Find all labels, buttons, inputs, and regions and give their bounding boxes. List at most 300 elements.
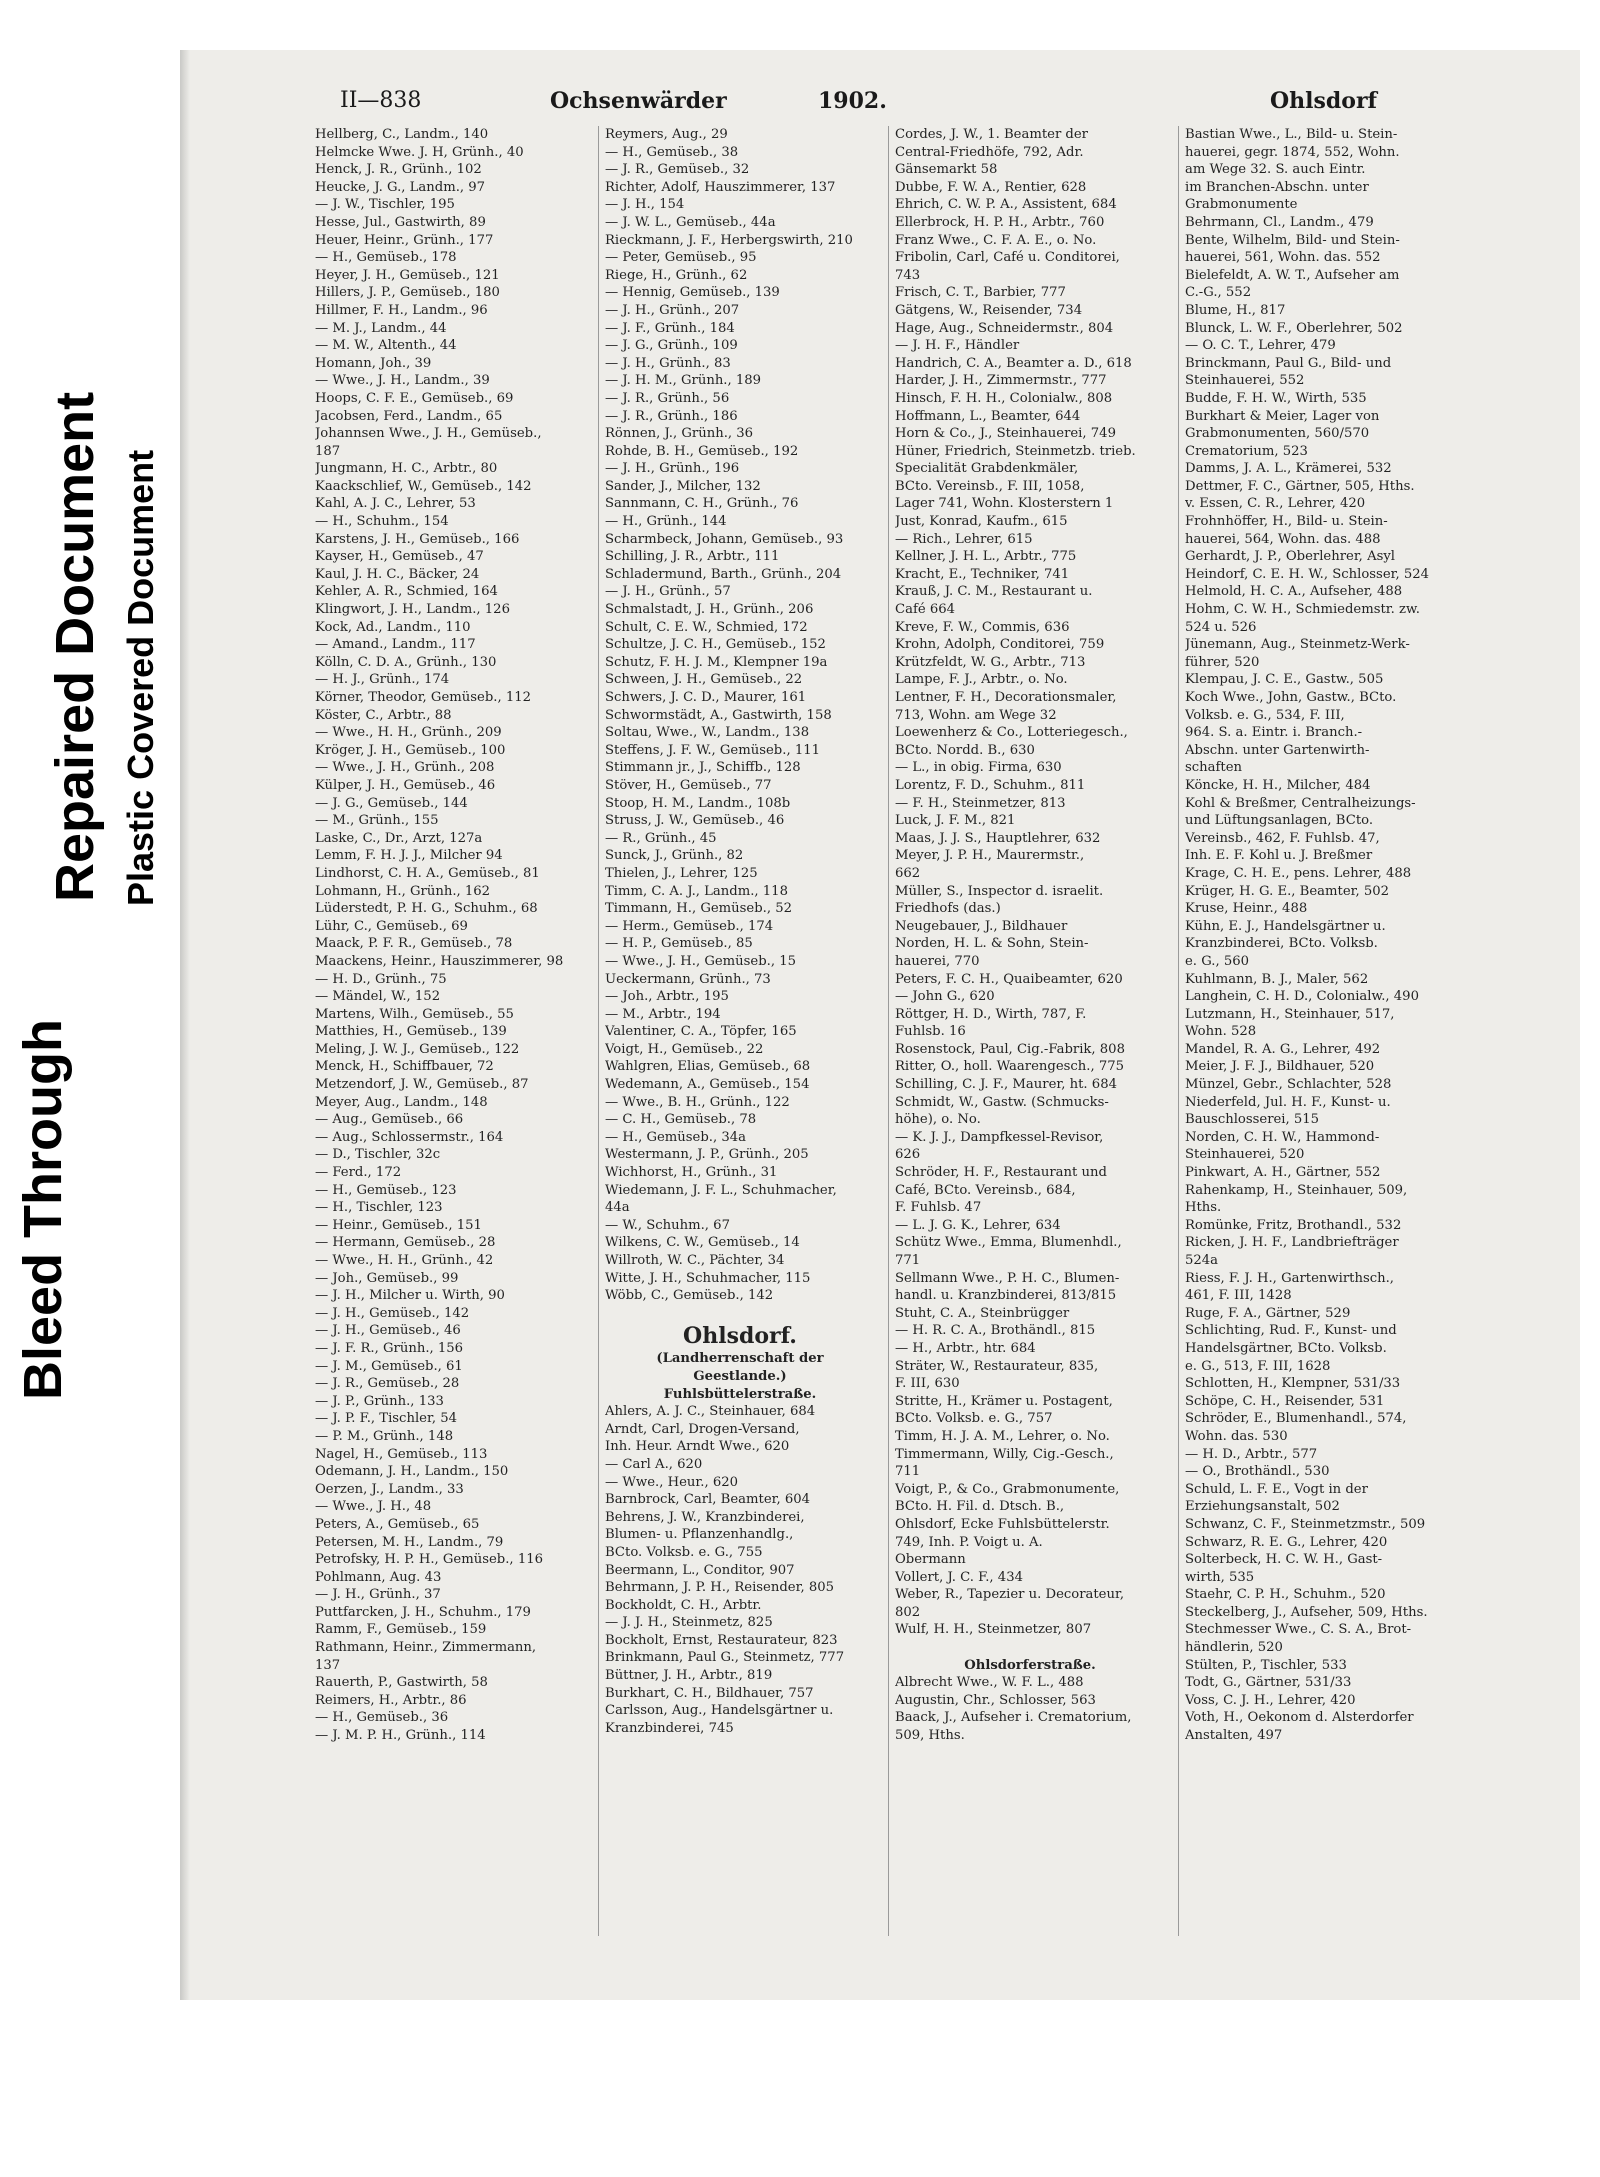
directory-entry: Wichhorst, H., Grünh., 31 — [605, 1165, 778, 1181]
directory-entry: Beermann, L., Conditor, 907 — [605, 1562, 795, 1578]
directory-entry: Oerzen, J., Landm., 33 — [315, 1481, 464, 1497]
directory-entry: Struss, J. W., Gemüseb., 46 — [605, 813, 785, 829]
directory-entry: — H., Gemüseb., 38 — [605, 144, 739, 160]
directory-entry: — J. H., Gemüseb., 142 — [315, 1305, 470, 1321]
directory-entry: Peters, F. C. H., Quaibeamter, 620 — [895, 971, 1123, 987]
directory-entry: 711 — [895, 1464, 921, 1480]
directory-entry: — J. W. L., Gemüseb., 44a — [605, 214, 776, 230]
directory-entry: Schwanz, C. F., Steinmetzmstr., 509 — [1185, 1516, 1426, 1532]
directory-entry: Burkhart & Meier, Lager von — [1185, 408, 1380, 424]
directory-entry: Helmold, H. C. A., Aufseher, 488 — [1185, 584, 1403, 600]
directory-entry: — Wwe., J. H., Grünh., 208 — [315, 760, 495, 776]
directory-entry: Ahlers, A. J. C., Steinhauer, 684 — [605, 1404, 816, 1420]
directory-entry: — H. R. C. A., Brothändl., 815 — [895, 1323, 1096, 1339]
directory-entry: Willroth, W. C., Pächter, 34 — [605, 1253, 785, 1268]
directory-entry: Voth, H., Oekonom d. Alsterdorfer — [1185, 1710, 1414, 1726]
directory-column-3 — [895, 126, 1165, 1946]
street-heading: Geestlande.) — [693, 1368, 787, 1384]
directory-entry: — J. H. M., Grünh., 189 — [605, 373, 762, 389]
directory-entry: Wohn. 528 — [1185, 1024, 1257, 1040]
directory-entry: Karstens, J. H., Gemüseb., 166 — [315, 531, 520, 547]
directory-entry: Schladermund, Barth., Grünh., 204 — [605, 566, 842, 582]
directory-entry: Ohlsdorf, Ecke Fuhlsbüttelerstr. — [895, 1516, 1110, 1532]
directory-entry: — John G., 620 — [895, 989, 995, 1005]
directory-entry: im Branchen-Abschn. unter — [1185, 179, 1369, 195]
directory-entry: Lager 741, Wohn. Klosterstern 1 — [895, 496, 1114, 512]
directory-entry: — Herm., Gemüseb., 174 — [605, 918, 774, 934]
directory-entry: Schween, J. H., Gemüseb., 22 — [605, 672, 803, 688]
directory-entry: F. Fuhlsb. 47 — [895, 1200, 982, 1216]
directory-entry: Pohlmann, Aug. 43 — [315, 1569, 442, 1585]
directory-entry: Rathmann, Heinr., Zimmermann, — [315, 1640, 537, 1656]
directory-entry: — J. G., Gemüseb., 144 — [315, 795, 468, 811]
directory-entry: Klingwort, J. H., Landm., 126 — [315, 602, 510, 618]
directory-entry: Jacobsen, Ferd., Landm., 65 — [315, 408, 503, 424]
directory-entry: Grabmonumente — [1185, 197, 1298, 213]
directory-entry: Weber, R., Tapezier u. Decorateur, — [895, 1587, 1125, 1603]
directory-entry: Romünke, Fritz, Brothandl., 532 — [1185, 1217, 1402, 1233]
directory-entry: Lindhorst, C. H. A., Gemüseb., 81 — [315, 865, 540, 881]
directory-entry: Stuht, C. A., Steinbrügger — [895, 1305, 1070, 1321]
directory-entry: Maas, J. J. S., Hauptlehrer, 632 — [895, 830, 1101, 846]
directory-entry: Wilkens, C. W., Gemüseb., 14 — [605, 1235, 800, 1251]
directory-entry: Vereinsb., 462, F. Fuhlsb. 47, — [1185, 830, 1380, 846]
directory-entry: — J. J. H., Steinmetz, 825 — [605, 1615, 773, 1631]
street-heading: Fuhlsbüttelerstraße. — [663, 1386, 817, 1402]
directory-entry: Külper, J. H., Gemüseb., 46 — [315, 777, 496, 793]
directory-entry: Bente, Wilhelm, Bild- und Stein- — [1185, 232, 1400, 248]
directory-entry: — M. W., Altenth., 44 — [315, 338, 457, 354]
directory-entry: — K. J. J., Dampfkessel-Revisor, — [895, 1129, 1104, 1145]
repaired-document-label: Repaired Document — [45, 391, 105, 902]
directory-entry: Metzendorf, J. W., Gemüseb., 87 — [315, 1077, 529, 1093]
directory-entry: Reimers, H., Arbtr., 86 — [315, 1692, 467, 1708]
directory-entry: Stoop, H. M., Landm., 108b — [605, 795, 791, 811]
directory-entry: Just, Konrad, Kaufm., 615 — [895, 514, 1068, 530]
directory-entry: F. III, 630 — [895, 1376, 960, 1392]
directory-entry: Jungmann, H. C., Arbtr., 80 — [315, 461, 498, 477]
directory-entry: Hoops, C. F. E., Gemüseb., 69 — [315, 390, 514, 406]
directory-column-4 — [1185, 126, 1455, 1946]
directory-entry: Petrofsky, H. P. H., Gemüseb., 116 — [315, 1552, 543, 1568]
directory-entry: Richter, Adolf, Hauszimmerer, 137 — [605, 179, 836, 195]
directory-entry: — Wwe., H. H., Grünh., 209 — [315, 725, 502, 741]
directory-entry: hauerei, 564, Wohn. das. 488 — [1185, 531, 1381, 547]
directory-entry: Bielefeldt, A. W. T., Aufseher am — [1185, 267, 1400, 283]
directory-entry: e. G., 560 — [1185, 953, 1249, 969]
directory-entry: 137 — [315, 1657, 341, 1673]
directory-entry: Hinsch, F. H. H., Colonialw., 808 — [895, 390, 1113, 406]
directory-entry: Hage, Aug., Schneidermstr., 804 — [895, 320, 1114, 336]
directory-entry: schaften — [1185, 760, 1242, 776]
directory-entry: handl. u. Kranzbinderei, 813/815 — [895, 1288, 1117, 1304]
directory-entry: — Carl A., 620 — [605, 1456, 703, 1472]
directory-entry: Schwormstädt, A., Gastwirth, 158 — [605, 707, 832, 723]
directory-entry: 44a — [605, 1200, 630, 1216]
directory-entry: Kühn, E. J., Handelsgärtner u. — [1185, 918, 1386, 934]
directory-entry: — J. H., Grünh., 196 — [605, 461, 740, 477]
directory-entry: Krützfeldt, W. G., Arbtr., 713 — [895, 654, 1086, 670]
directory-entry: Lentner, F. H., Decorationsmaler, — [895, 690, 1117, 705]
directory-entry: — R., Grünh., 45 — [605, 830, 717, 846]
directory-entry: Krage, C. H. E., pens. Lehrer, 488 — [1185, 865, 1412, 881]
directory-entry: Hesse, Jul., Gastwirth, 89 — [315, 214, 486, 230]
directory-entry: Frisch, C. T., Barbier, 777 — [895, 285, 1066, 301]
directory-entry: Klempau, J. C. E., Gastw., 505 — [1185, 672, 1384, 688]
directory-entry: Büttner, J. H., Arbtr., 819 — [605, 1668, 773, 1684]
directory-entry: Rahenkamp, H., Steinhauer, 509, — [1185, 1182, 1408, 1198]
directory-entry: Volksb. e. G., 534, F. III, — [1185, 707, 1345, 723]
directory-entry: Schmalstadt, J. H., Grünh., 206 — [605, 602, 814, 618]
directory-entry: — J. F. R., Grünh., 156 — [315, 1340, 464, 1356]
directory-entry: Obermann — [895, 1552, 966, 1568]
directory-entry: 187 — [315, 443, 341, 459]
directory-entry: Rohde, B. H., Gemüseb., 192 — [605, 443, 799, 459]
directory-entry: Schlichting, Rud. F., Kunst- und — [1185, 1323, 1397, 1339]
directory-entry: Behrmann, Cl., Landm., 479 — [1185, 214, 1374, 230]
directory-entry: Witte, J. H., Schuhmacher, 115 — [605, 1270, 811, 1286]
directory-entry: Blunck, L. W. F., Oberlehrer, 502 — [1185, 320, 1403, 336]
directory-entry: — Ferd., 172 — [315, 1165, 402, 1181]
directory-entry: Timmermann, Willy, Cig.-Gesch., — [895, 1446, 1114, 1462]
directory-entry: Steckelberg, J., Aufseher, 509, Hths. — [1185, 1604, 1428, 1620]
directory-entry: Lemm, F. H. J. J., Milcher 94 — [315, 848, 503, 864]
directory-entry: Budde, F. H. W., Wirth, 535 — [1185, 390, 1367, 406]
directory-entry: Ueckermann, Grünh., 73 — [605, 971, 771, 987]
directory-entry: Cordes, J. W., 1. Beamter der — [895, 127, 1088, 142]
street-heading: (Landherrenschaft der — [656, 1351, 824, 1367]
directory-entry: Central-Friedhöfe, 792, Adr. — [895, 144, 1084, 160]
directory-entry: Gätgens, W., Reisender, 734 — [895, 302, 1083, 318]
directory-entry: — Wwe., B. H., Grünh., 122 — [605, 1094, 790, 1110]
directory-entry: BCto. Vereinsb., F. III, 1058, — [895, 478, 1085, 494]
bleed-through-label: Bleed Through — [13, 1019, 73, 1400]
directory-entry: — H., Gemüseb., 34a — [605, 1129, 747, 1145]
directory-entry: — H., Grünh., 144 — [605, 514, 727, 530]
directory-entry: — J. R., Grünh., 186 — [605, 408, 738, 424]
directory-entry: Nagel, H., Gemüseb., 113 — [315, 1446, 488, 1462]
directory-entry: Hüner, Friedrich, Steinmetzb. trieb. — [895, 443, 1136, 459]
directory-entry: — D., Tischler, 32c — [315, 1147, 441, 1163]
directory-entry: Lutzmann, H., Steinhauer, 517, — [1185, 1006, 1395, 1022]
directory-entry: Kranzbinderei, 745 — [605, 1720, 734, 1736]
directory-entry: Hths. — [1185, 1200, 1222, 1216]
directory-entry: — J. H., Grünh., 207 — [605, 302, 740, 318]
directory-entry: Müller, S., Inspector d. israelit. — [895, 883, 1104, 899]
directory-entry: Schröder, H. F., Restaurant und — [895, 1165, 1107, 1181]
directory-entry: Kahl, A. J. C., Lehrer, 53 — [315, 496, 476, 512]
directory-entry: Schmidt, W., Gastw. (Schmucks- — [895, 1094, 1109, 1110]
directory-entry: Westermann, J. P., Grünh., 205 — [605, 1147, 809, 1163]
directory-entry: Wiedemann, J. F. L., Schuhmacher, — [605, 1182, 837, 1198]
directory-entry: Schwarz, R. E. G., Lehrer, 420 — [1185, 1534, 1388, 1550]
directory-entry: — P. M., Grünh., 148 — [315, 1428, 454, 1444]
directory-entry: Norden, H. L. & Sohn, Stein- — [895, 936, 1089, 952]
directory-entry: Harder, J. H., Zimmermstr., 777 — [895, 373, 1107, 389]
directory-entry: Johannsen Wwe., J. H., Gemüseb., — [315, 426, 542, 442]
directory-entry: — J. P., Grünh., 133 — [315, 1393, 444, 1409]
directory-entry: Schütz Wwe., Emma, Blumenhdl., — [895, 1235, 1122, 1251]
directory-entry: — H., Gemüseb., 123 — [315, 1182, 457, 1198]
directory-entry: Matthies, H., Gemüseb., 139 — [315, 1024, 507, 1040]
directory-entry: Maack, P. F. R., Gemüseb., 78 — [315, 936, 513, 952]
directory-entry: Wohn. das. 530 — [1185, 1428, 1288, 1444]
directory-entry: Schult, C. E. W., Schmied, 172 — [605, 619, 808, 635]
directory-entry: — Wwe., J. H., Gemüseb., 15 — [605, 953, 797, 969]
directory-entry: Inh. Heur. Arndt Wwe., 620 — [605, 1439, 790, 1455]
directory-entry: Schröder, E., Blumenhandl., 574, — [1185, 1411, 1407, 1427]
directory-entry: BCto. Volksb. e. G., 755 — [605, 1544, 763, 1560]
directory-entry: Fribolin, Carl, Café u. Conditorei, — [895, 250, 1120, 266]
directory-entry: höhe), o. No. — [895, 1112, 981, 1128]
directory-entry: Burkhart, C. H., Bildhauer, 757 — [605, 1685, 814, 1701]
directory-entry: Kreve, F. W., Commis, 636 — [895, 619, 1070, 635]
directory-entry: Blume, H., 817 — [1185, 302, 1286, 318]
directory-entry: Valentiner, C. A., Töpfer, 165 — [605, 1024, 797, 1040]
directory-entry: und Lüftungsanlagen, BCto. — [1185, 813, 1374, 829]
directory-entry: — J. R., Gemüseb., 32 — [605, 162, 750, 178]
directory-entry: — Mändel, W., 152 — [315, 989, 441, 1005]
directory-entry: — H. D., Arbtr., 577 — [1185, 1446, 1318, 1462]
directory-entry: Ellerbrock, H. P. H., Arbtr., 760 — [895, 214, 1105, 230]
directory-entry: Krüger, H. G. E., Beamter, 502 — [1185, 883, 1390, 899]
directory-entry: Lüderstedt, P. H. G., Schuhm., 68 — [315, 901, 538, 917]
directory-entry: Schultze, J. C. H., Gemüseb., 152 — [605, 637, 826, 653]
directory-entry: Wöbb, C., Gemüseb., 142 — [605, 1288, 774, 1304]
directory-entry: Ricken, J. H. F., Landbriefträger — [1185, 1235, 1399, 1251]
directory-entry: Sellmann Wwe., P. H. C., Blumen- — [895, 1270, 1120, 1286]
directory-entry: Solterbeck, H. C. W. H., Gast- — [1185, 1552, 1383, 1568]
directory-entry: Voigt, H., Gemüseb., 22 — [605, 1041, 764, 1057]
directory-entry: — Heinr., Gemüseb., 151 — [315, 1217, 482, 1233]
directory-entry: Specialität Grabdenkmäler, — [895, 461, 1079, 477]
directory-entry: Kehler, A. R., Schmied, 164 — [315, 584, 498, 600]
directory-entry: Blumen- u. Pflanzenhandlg., — [605, 1527, 794, 1543]
directory-entry: Stöver, H., Gemüseb., 77 — [605, 777, 772, 793]
plastic-covered-label: Plastic Covered Document — [120, 449, 161, 906]
directory-entry: Handrich, C. A., Beamter a. D., 618 — [895, 355, 1132, 371]
directory-entry: — J. W., Tischler, 195 — [315, 197, 455, 213]
directory-entry: Voss, C. J. H., Lehrer, 420 — [1185, 1692, 1356, 1708]
directory-entry: — H. J., Grünh., 174 — [315, 672, 450, 688]
directory-entry: Gänsemarkt 58 — [895, 162, 998, 178]
directory-entry: Brinckmann, Paul G., Bild- und — [1185, 355, 1392, 371]
directory-entry: am Wege 32. S. auch Eintr. — [1185, 162, 1366, 178]
directory-entry: Hillers, J. P., Gemüseb., 180 — [315, 285, 500, 301]
directory-column-1 — [315, 126, 585, 1946]
directory-entry: 713, Wohn. am Wege 32 — [895, 707, 1057, 723]
directory-entry: — J. H., Gemüseb., 46 — [315, 1323, 461, 1339]
directory-entry: Behrens, J. W., Kranzbinderei, — [605, 1509, 805, 1525]
directory-entry: — H. P., Gemüseb., 85 — [605, 936, 753, 952]
directory-entry: — Amand., Landm., 117 — [315, 637, 476, 653]
directory-entry: Dubbe, F. W. A., Rentier, 628 — [895, 179, 1087, 195]
directory-entry: Kuhlmann, B. J., Maler, 562 — [1185, 971, 1369, 987]
directory-entry: Stimmann jr., J., Schiffb., 128 — [605, 760, 801, 776]
directory-entry: Kruse, Heinr., 488 — [1185, 901, 1308, 917]
directory-entry: händlerin, 520 — [1185, 1640, 1283, 1656]
directory-entry: Kracht, E., Techniker, 741 — [895, 566, 1070, 582]
year: 1902. — [818, 88, 887, 114]
page-edge-shadow — [180, 50, 190, 2000]
directory-entry: Riege, H., Grünh., 62 — [605, 267, 748, 283]
directory-entry: — H., Gemüseb., 36 — [315, 1710, 449, 1726]
directory-entry: — Wwe., J. H., Landm., 39 — [315, 373, 490, 389]
directory-entry: — L., in obig. Firma, 630 — [895, 760, 1062, 776]
directory-entry: — M. J., Landm., 44 — [315, 320, 447, 336]
directory-entry: Dettmer, F. C., Gärtner, 505, Hths. — [1185, 478, 1415, 494]
directory-entry: Schuld, L. F. E., Vogt in der — [1185, 1481, 1368, 1497]
directory-entry: Röttger, H. D., Wirth, 787, F. — [895, 1006, 1087, 1022]
directory-entry: Arndt, Carl, Drogen-Versand, — [605, 1421, 800, 1437]
directory-entry: Scharmbeck, Johann, Gemüseb., 93 — [605, 531, 844, 547]
directory-entry: Lampe, F. J., Arbtr., o. No. — [895, 672, 1068, 688]
column-divider — [598, 126, 599, 1936]
directory-entry: — J. P. F., Tischler, 54 — [315, 1411, 457, 1427]
directory-entry: — J. M., Gemüseb., 61 — [315, 1358, 463, 1374]
directory-entry: Ramm, F., Gemüseb., 159 — [315, 1622, 487, 1638]
directory-entry: Schwers, J. C. D., Maurer, 161 — [605, 690, 807, 705]
directory-entry: Norden, C. H. W., Hammond- — [1185, 1129, 1380, 1145]
directory-entry: — O. C. T., Lehrer, 479 — [1185, 338, 1336, 354]
directory-entry: Reymers, Aug., 29 — [605, 127, 728, 142]
directory-entry: Ritter, O., holl. Waarengesch., 775 — [895, 1059, 1125, 1075]
directory-entry: Sander, J., Milcher, 132 — [605, 478, 761, 494]
directory-entry: Sträter, W., Restaurateur, 835, — [895, 1358, 1099, 1374]
directory-entry: Rieckmann, J. F., Herbergswirth, 210 — [605, 232, 853, 248]
directory-entry: — J. M. P. H., Grünh., 114 — [315, 1728, 486, 1744]
directory-entry: — Peter, Gemüseb., 95 — [605, 250, 757, 266]
directory-entry: — J. H., Grünh., 57 — [605, 584, 731, 600]
directory-entry: C.-G., 552 — [1185, 285, 1252, 301]
directory-entry: Lorentz, F. D., Schuhm., 811 — [895, 777, 1086, 793]
directory-entry: führer, 520 — [1185, 654, 1260, 670]
directory-entry: Heyer, J. H., Gemüseb., 121 — [315, 267, 500, 283]
directory-entry: Vollert, J. C. F., 434 — [895, 1569, 1023, 1585]
directory-entry: Todt, G., Gärtner, 531/33 — [1185, 1675, 1352, 1691]
directory-entry: Behrmann, J. P. H., Reisender, 805 — [605, 1580, 835, 1596]
directory-entry: Lühr, C., Gemüseb., 69 — [315, 918, 468, 934]
directory-entry: — Joh., Gemüseb., 99 — [315, 1270, 459, 1286]
directory-entry: — J. G., Grünh., 109 — [605, 338, 738, 354]
directory-entry: hauerei, 561, Wohn. das. 552 — [1185, 250, 1381, 266]
directory-entry: — O., Brothändl., 530 — [1185, 1464, 1330, 1480]
directory-entry: Luck, J. F. M., 821 — [895, 813, 1016, 829]
directory-entry: BCto. H. Fil. d. Dtsch. B., — [895, 1499, 1065, 1515]
directory-entry: Anstalten, 497 — [1185, 1728, 1283, 1744]
directory-entry: Sannmann, C. H., Grünh., 76 — [605, 496, 799, 512]
directory-entry: 771 — [895, 1253, 921, 1268]
directory-entry: Kock, Ad., Landm., 110 — [315, 619, 471, 635]
column-divider — [1178, 126, 1179, 1936]
directory-entry: Mandel, R. A. G., Lehrer, 492 — [1185, 1041, 1381, 1057]
directory-entry: 461, F. III, 1428 — [1185, 1288, 1292, 1304]
directory-entry: 964. S. a. Eintr. i. Branch.- — [1185, 725, 1363, 741]
directory-column-2 — [605, 126, 875, 1946]
page-header — [340, 88, 1400, 128]
directory-entry: 743 — [895, 267, 921, 283]
directory-entry — [895, 1639, 1165, 1657]
directory-entry: Augustin, Chr., Schlosser, 563 — [895, 1692, 1096, 1708]
directory-entry: v. Essen, C. R., Lehrer, 420 — [1185, 496, 1366, 512]
directory-entry: — J. H., Grünh., 37 — [315, 1587, 441, 1603]
directory-entry: Köster, C., Arbtr., 88 — [315, 707, 452, 723]
directory-entry: Steinhauerei, 552 — [1185, 373, 1305, 389]
directory-entry: — Joh., Arbtr., 195 — [605, 989, 729, 1005]
directory-entry: — M., Grünh., 155 — [315, 813, 439, 829]
directory-entry: — H., Tischler, 123 — [315, 1200, 443, 1216]
right-running-title: Ohlsdorf — [1270, 88, 1378, 114]
directory-entry: Horn & Co., J., Steinhauerei, 749 — [895, 426, 1116, 442]
directory-entry: Kranzbinderei, BCto. Volksb. — [1185, 936, 1378, 952]
directory-entry: — J. R., Grünh., 56 — [605, 390, 730, 406]
directory-entry: Niederfeld, Jul. H. F., Kunst- u. — [1185, 1094, 1391, 1110]
page-number: II—838 — [340, 88, 422, 113]
directory-entry: Café, BCto. Vereinsb., 684, — [895, 1182, 1076, 1198]
directory-entry: Handelsgärtner, BCto. Volksb. — [1185, 1340, 1387, 1356]
directory-entry: Grabmonumenten, 560/570 — [1185, 426, 1370, 442]
directory-entry: Heindorf, C. E. H. W., Schlosser, 524 — [1185, 566, 1430, 582]
directory-entry: Kohl & Breßmer, Centralheizungs- — [1185, 795, 1416, 811]
directory-entry: Meyer, Aug., Landm., 148 — [315, 1094, 488, 1110]
directory-entry: — M., Arbtr., 194 — [605, 1006, 721, 1022]
directory-entry: Kaackschlief, W., Gemüseb., 142 — [315, 478, 532, 494]
directory-entry: Odemann, J. H., Landm., 150 — [315, 1464, 509, 1480]
directory-entry: Baack, J., Aufseher i. Crematorium, — [895, 1710, 1132, 1726]
directory-entry: Henck, J. R., Grünh., 102 — [315, 162, 482, 178]
directory-entry: wirth, 535 — [1185, 1569, 1255, 1585]
directory-entry: Lohmann, H., Grünh., 162 — [315, 883, 491, 899]
directory-entry: Rauerth, P., Gastwirth, 58 — [315, 1675, 488, 1691]
directory-entry: Schilling, C. J. F., Maurer, ht. 684 — [895, 1077, 1117, 1093]
directory-entry: Laske, C., Dr., Arzt, 127a — [315, 830, 483, 846]
directory-entry: — Wwe., J. H., 48 — [315, 1499, 432, 1515]
scanned-page — [180, 50, 1580, 2000]
directory-entry: Frohnhöffer, H., Bild- u. Stein- — [1185, 514, 1388, 530]
directory-entry: hauerei, gegr. 1874, 552, Wohn. — [1185, 144, 1400, 160]
directory-entry: — Wwe., Heur., 620 — [605, 1474, 739, 1490]
directory-entry: Kröger, J. H., Gemüseb., 100 — [315, 742, 506, 758]
directory-entry: Koch Wwe., John, Gastw., BCto. — [1185, 690, 1397, 705]
directory-entry: Rosenstock, Paul, Cig.-Fabrik, 808 — [895, 1041, 1125, 1057]
directory-entry: Gerhardt, J. P., Oberlehrer, Asyl — [1185, 549, 1396, 565]
directory-entry: Körner, Theodor, Gemüseb., 112 — [315, 690, 532, 705]
directory-entry: Wahlgren, Elias, Gemüseb., 68 — [605, 1059, 811, 1075]
directory-entry: Stülten, P., Tischler, 533 — [1185, 1657, 1347, 1673]
directory-entry: Damms, J. A. L., Krämerei, 532 — [1185, 461, 1392, 477]
directory-entry: Kaul, J. H. C., Bäcker, 24 — [315, 566, 480, 582]
directory-entry: 749, Inh. P. Voigt u. A. — [895, 1534, 1043, 1550]
directory-entry: — H., Schuhm., 154 — [315, 514, 449, 530]
directory-entry: Hillmer, F. H., Landm., 96 — [315, 302, 488, 318]
directory-entry: Hohm, C. W. H., Schmiedemstr. zw. — [1185, 602, 1420, 618]
street-heading: Ohlsdorferstraße. — [964, 1657, 1096, 1673]
directory-entry: Jünemann, Aug., Steinmetz-Werk- — [1185, 637, 1410, 653]
directory-entry: Neugebauer, J., Bildhauer — [895, 918, 1068, 934]
directory-entry: Stechmesser Wwe., C. S. A., Brot- — [1185, 1622, 1412, 1638]
directory-entry: 524a — [1185, 1253, 1219, 1268]
directory-entry: Steffens, J. F. W., Gemüseb., 111 — [605, 742, 821, 758]
directory-entry: 626 — [895, 1147, 921, 1163]
directory-entry: Bauschlosserei, 515 — [1185, 1112, 1320, 1128]
left-running-title: Ochsenwärder — [550, 88, 727, 114]
directory-entry: Timm, H. J. A. M., Lehrer, o. No. — [895, 1428, 1110, 1444]
directory-entry: BCto. Volksb. e. G., 757 — [895, 1411, 1053, 1427]
directory-entry: Erziehungsanstalt, 502 — [1185, 1499, 1340, 1515]
directory-entry: Maackens, Heinr., Hauszimmerer, 98 — [315, 953, 564, 969]
directory-entry: Langhein, C. H. D., Colonialw., 490 — [1185, 989, 1419, 1005]
directory-entry: Barnbrock, Carl, Beamter, 604 — [605, 1492, 811, 1508]
